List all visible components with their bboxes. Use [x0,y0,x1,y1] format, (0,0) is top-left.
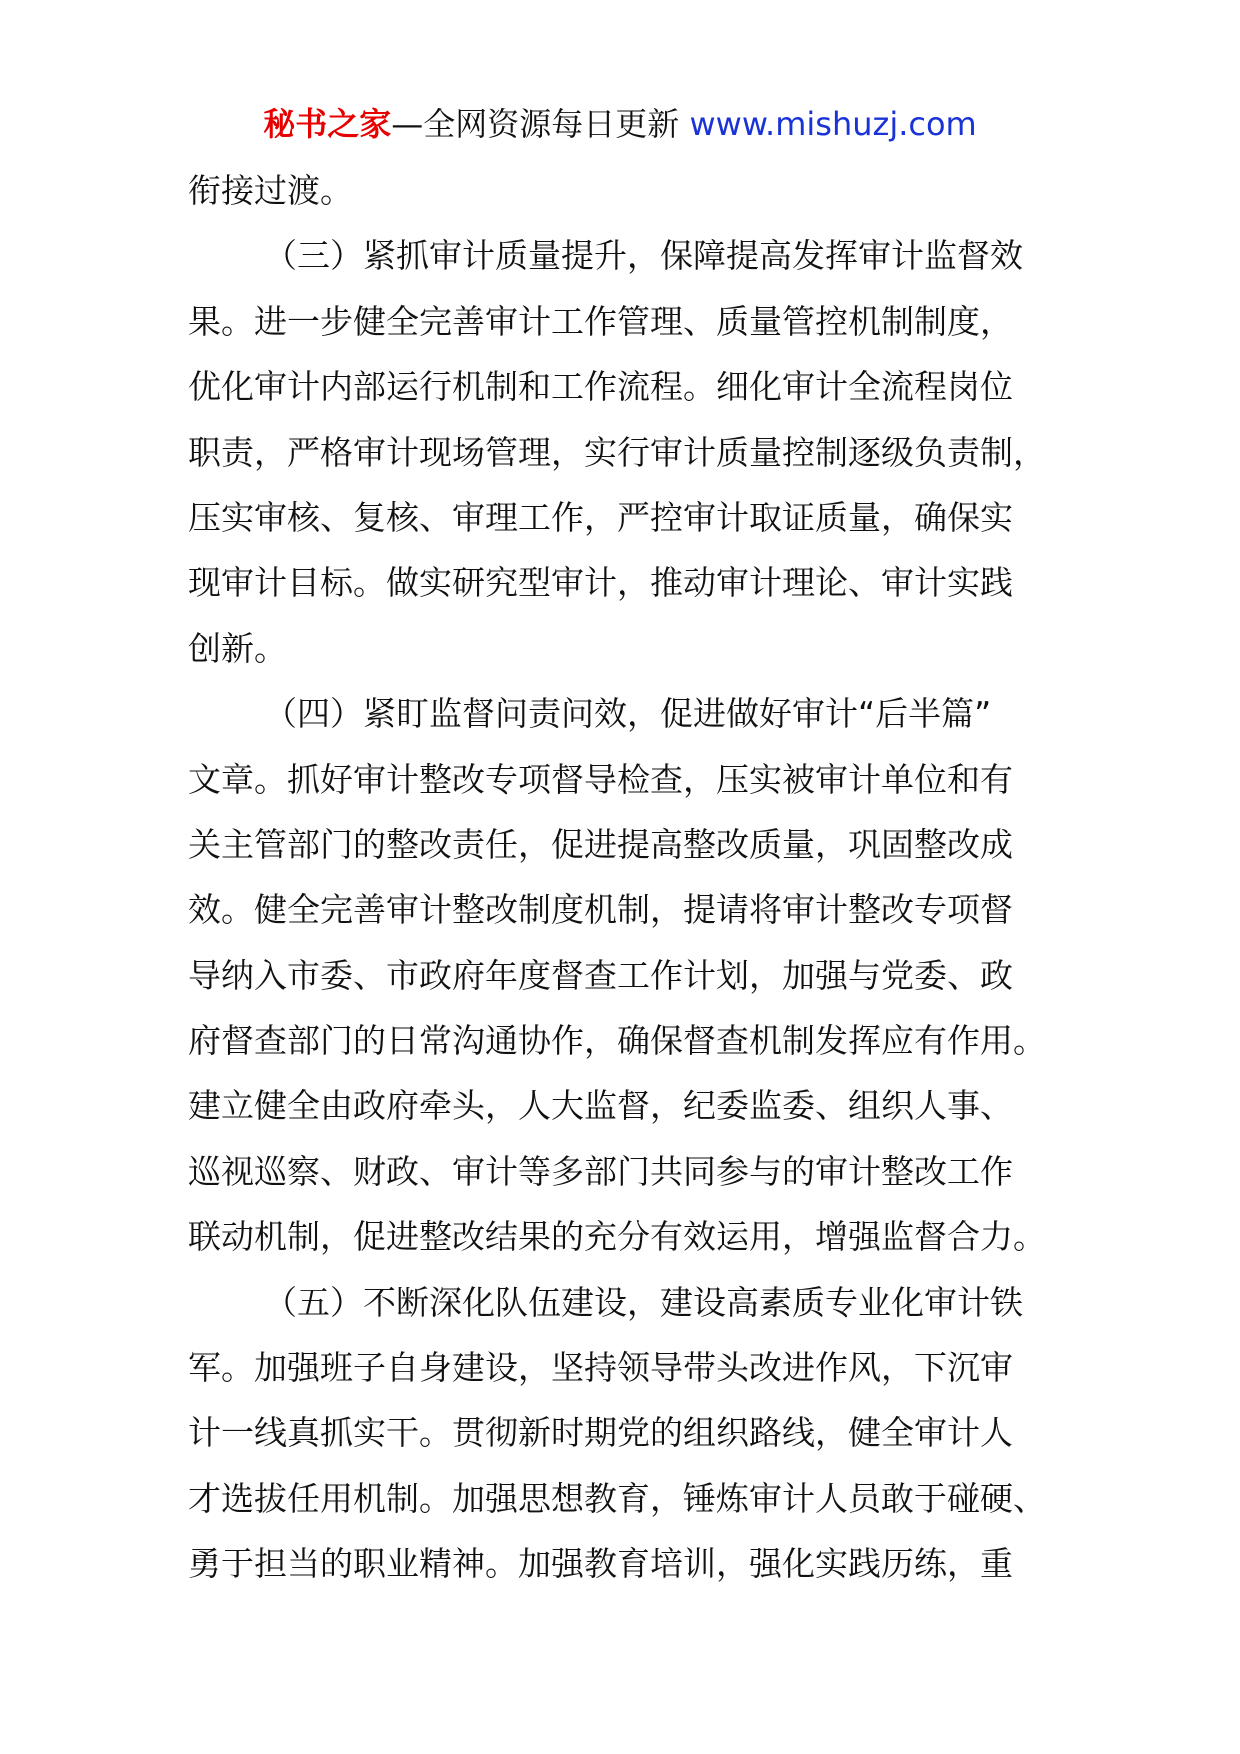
text-line: 压实审核、复核、审理工作，严控审计取证质量，确保实 [188,497,1013,537]
site-tagline: —全网资源每日更新 [391,105,690,143]
section-heading-4-line: （四）紧盯监督问责问效，促进做好审计“后半篇” [264,694,992,734]
text-line: 勇于担当的职业精神。加强教育培训，强化实践历练，重 [188,1544,1013,1584]
document-body [188,158,1088,1597]
text-line: 府督查部门的日常沟通协作，确保督查机制发挥应有作用。 [188,1021,1046,1061]
text-line: 职责，严格审计现场管理，实行审计质量控制逐级负责制， [188,432,1046,472]
text-line: 巡视巡察、财政、审计等多部门共同参与的审计整改工作 [188,1151,1013,1191]
text-line: 衔接过渡。 [188,171,353,210]
text-line: 优化审计内部运行机制和工作流程。细化审计全流程岗位 [188,367,1013,407]
text-line: 计一线真抓实干。贯彻新时期党的组织路线，健全审计人 [188,1413,1013,1453]
section-heading-5-line: （五）不断深化队伍建设，建设高素质专业化审计铁 [264,1282,1023,1322]
text-line: 导纳入市委、市政府年度督查工作计划，加强与党委、政 [188,955,1013,995]
section-heading-3-line: （三）紧抓审计质量提升，保障提高发挥审计监督效 [264,236,1023,276]
text-line: 建立健全由政府牵头，人大监督，纪委监委、组织人事、 [188,1086,1013,1126]
text-line: 文章。抓好审计整改专项督导检查，压实被审计单位和有 [188,759,1013,799]
text-line: 才选拔任用机制。加强思想教育，锤炼审计人员敢于碰硬、 [188,1478,1046,1518]
text-line: 联动机制，促进整改结果的充分有效运用，增强监督合力。 [188,1217,1046,1257]
site-header [0,100,1240,148]
text-line: 军。加强班子自身建设，坚持领导带头改进作风，下沉审 [188,1348,1013,1388]
site-brand: 秘书之家 [263,105,392,143]
text-line: 果。进一步健全完善审计工作管理、质量管控机制制度， [188,301,1013,341]
text-line: 关主管部门的整改责任，促进提高整改质量，巩固整改成 [188,824,1013,864]
text-line: 创新。 [188,628,287,668]
site-url-link[interactable]: www.mishuzj.com [689,105,977,143]
text-line: 现审计目标。做实研究型审计，推动审计理论、审计实践 [188,563,1013,603]
text-line: 效。健全完善审计整改制度机制，提请将审计整改专项督 [188,890,1013,930]
